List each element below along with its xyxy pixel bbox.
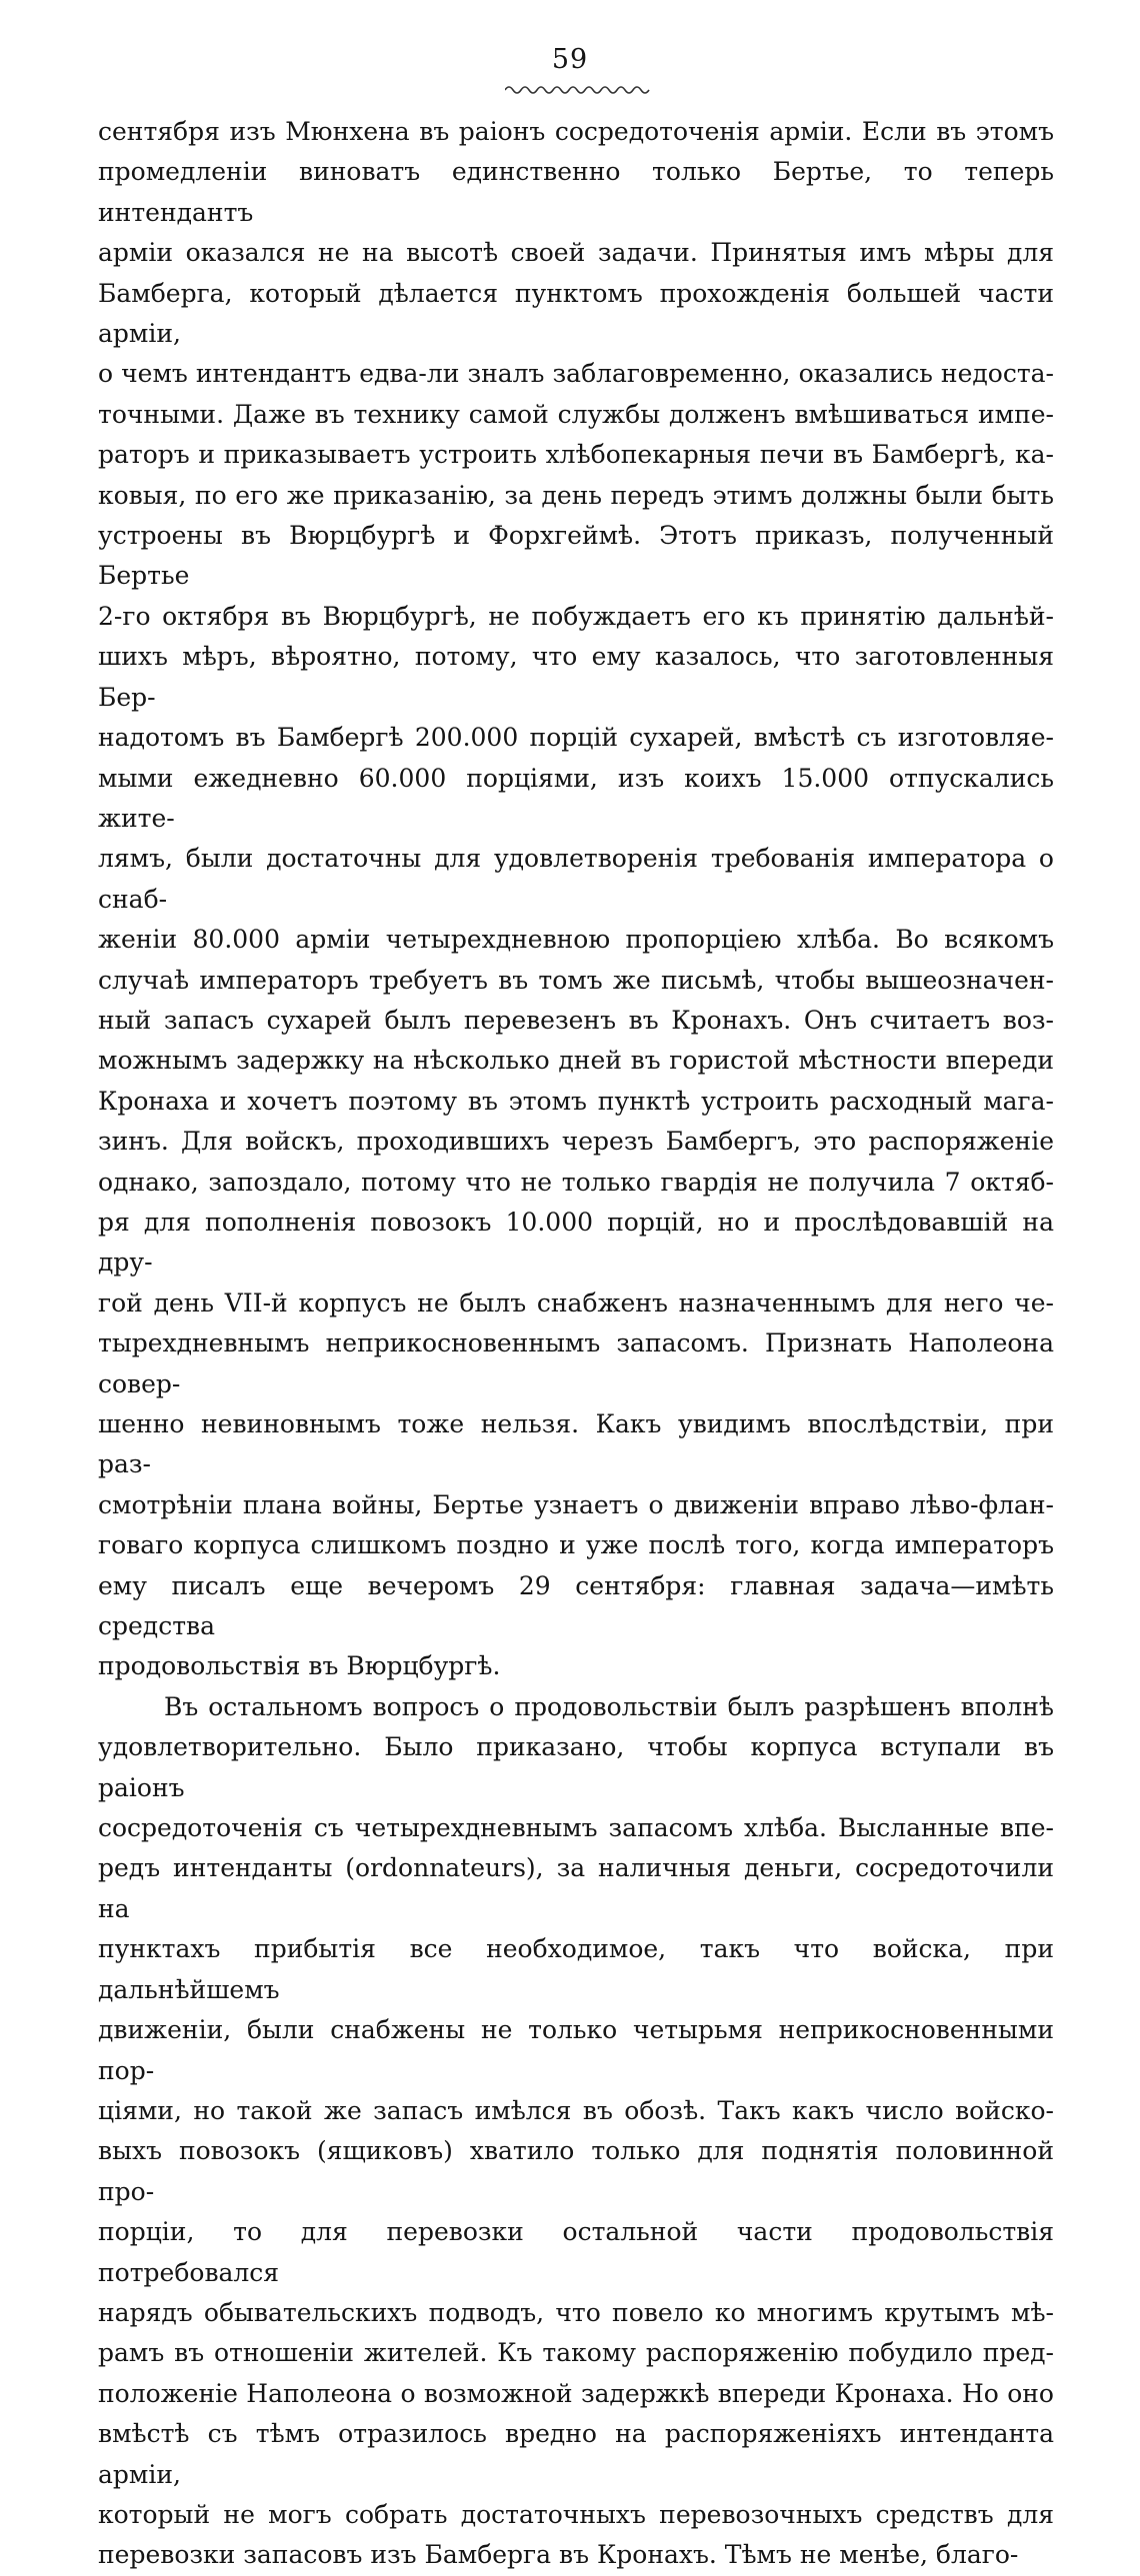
text-line: ему писалъ еще вечеромъ 29 сентября: главная задача—имѣть средства	[98, 1570, 1054, 1641]
text-line: случаѣ императоръ требуетъ въ томъ же письмѣ, чтобы вышеозначен-	[98, 965, 1054, 995]
text-line: ковыя, по его же приказанію, за день передъ этимъ должны были быть	[98, 480, 1054, 510]
text-line: о чемъ интендантъ едва-ли зналъ заблаговременно, оказались недоста-	[98, 359, 1054, 389]
text-line: точными. Даже въ технику самой службы долженъ вмѣшиваться импе-	[98, 399, 1054, 429]
text-line: можнымъ задержку на нѣсколько дней въ гористой мѣстности впереди	[98, 1046, 1054, 1076]
text-line: говаго корпуса слишкомъ поздно и уже послѣ того, когда императоръ	[98, 1530, 1054, 1560]
text-line: движеніи, были снабжены не только четырьмя неприкосновенными пор-	[98, 2015, 1054, 2085]
text-line: ря для пополненія повозокъ 10.000 порцій, но и прослѣдовавшій на дру-	[98, 1207, 1054, 1278]
text-line: Въ остальномъ вопросъ о продовольствіи былъ разрѣшенъ вполнѣ	[164, 1691, 1054, 1721]
text-line: гой день VII-й корпусъ не былъ снабженъ назначеннымъ для него че-	[98, 1288, 1054, 1317]
text-line: лямъ, были достаточны для удовлетворенія требованія императора о снаб-	[98, 844, 1054, 914]
text-line: тырехдневнымъ неприкосновеннымъ запасомъ. Признать Наполеона совер-	[98, 1328, 1054, 1398]
text-line: шенно невиновнымъ тоже нельзя. Какъ увидимъ впослѣдствіи, при раз-	[98, 1409, 1054, 1479]
text-line: Бамберга, который дѣлается пунктомъ прохожденія большей части арміи,	[98, 278, 1054, 349]
text-line: надотомъ въ Бамбергѣ 200.000 порцій сухарей, вмѣстѣ съ изготовляе-	[98, 723, 1054, 753]
text-line: который не могъ собрать достаточныхъ перевозочныхъ средствъ для	[98, 2499, 1054, 2529]
text-line: женіи 80.000 арміи четырехдневною пропорціею хлѣба. Во всякомъ	[98, 925, 1054, 955]
page-number-ornament	[505, 82, 650, 96]
text-line: продовольствія въ Вюрцбургѣ.	[98, 1651, 501, 1681]
text-line: ный запасъ сухарей былъ перевезенъ въ Кронахъ. Онъ считаетъ воз-	[98, 1005, 1054, 1035]
text-line: положеніе Наполеона о возможной задержкѣ впереди Кронаха. Но оно	[98, 2378, 1054, 2408]
text-line: вмѣстѣ съ тѣмъ отразилось вредно на распоряженіяхъ интенданта арміи,	[98, 2419, 1054, 2489]
text-line: выхъ повозокъ (ящиковъ) хватило только для поднятія половинной про-	[98, 2136, 1054, 2206]
text-line: ціями, но такой же запасъ имѣлся въ обозѣ. Такъ какъ число войско-	[98, 2095, 1054, 2125]
text-line: перевозки запасовъ изъ Бамберга въ Кронахъ. Тѣмъ не менѣе, благо-	[98, 2540, 1019, 2570]
text-line: зинъ. Для войскъ, проходившихъ черезъ Бамбергъ, это распоряженіе	[98, 1127, 1054, 1157]
text-line: мыми ежедневно 60.000 порціями, изъ коихъ 15.000 отпускались жите-	[98, 763, 1054, 833]
text-line: 2-го октября въ Вюрцбургѣ, не побуждаетъ его къ принятію дальнѣй-	[98, 601, 1054, 631]
text-line: нарядъ обывательскихъ подводъ, что повело ко многимъ крутымъ мѣ-	[98, 2297, 1054, 2327]
text-line: шихъ мѣръ, вѣроятно, потому, что ему казалось, что заготовленныя Бер-	[98, 642, 1054, 712]
page-number: 59	[551, 44, 589, 75]
text-line: промедленіи виноватъ единственно только Бертье, то теперь интендантъ	[98, 157, 1054, 227]
text-line: пунктахъ прибытія все необходимое, такъ что войска, при дальнѣйшемъ	[98, 1934, 1054, 2004]
text-line: смотрѣніи плана войны, Бертье узнаетъ о движеніи вправо лѣво-флан-	[98, 1489, 1054, 1519]
text-line: удовлетворительно. Было приказано, чтобы корпуса вступали въ раіонъ	[98, 1732, 1054, 1802]
text-line: Кронаха и хочетъ поэтому въ этомъ пунктѣ устроить расходный мага-	[98, 1086, 1054, 1116]
text-line: сентября изъ Мюнхена въ раіонъ сосредоточенія арміи. Если въ этомъ	[98, 117, 1054, 146]
text-line: сосредоточенія съ четырехдневнымъ запасомъ хлѣба. Высланные впе-	[98, 1813, 1054, 1843]
text-line: однако, запоздало, потому что не только гвардія не получила 7 октяб-	[98, 1167, 1054, 1197]
text-line: устроены въ Вюрцбургѣ и Форхгеймѣ. Этотъ приказъ, полученный Бертье	[98, 521, 1054, 591]
text-line: рамъ въ отношеніи жителей. Къ такому распоряженію побудило пред-	[98, 2338, 1054, 2368]
body-text	[98, 112, 1054, 2576]
text-line: раторъ и приказываетъ устроить хлѣбопекарныя печи въ Бамбергѣ, ка-	[98, 440, 1054, 470]
text-line: порціи, то для перевозки остальной части продовольствія потребовался	[98, 2217, 1054, 2287]
text-line: арміи оказался не на высотѣ своей задачи. Принятыя имъ мѣры для	[98, 238, 1054, 268]
text-line: редъ интенданты (ordonnateurs), за наличныя деньги, сосредоточили на	[98, 1853, 1054, 1923]
